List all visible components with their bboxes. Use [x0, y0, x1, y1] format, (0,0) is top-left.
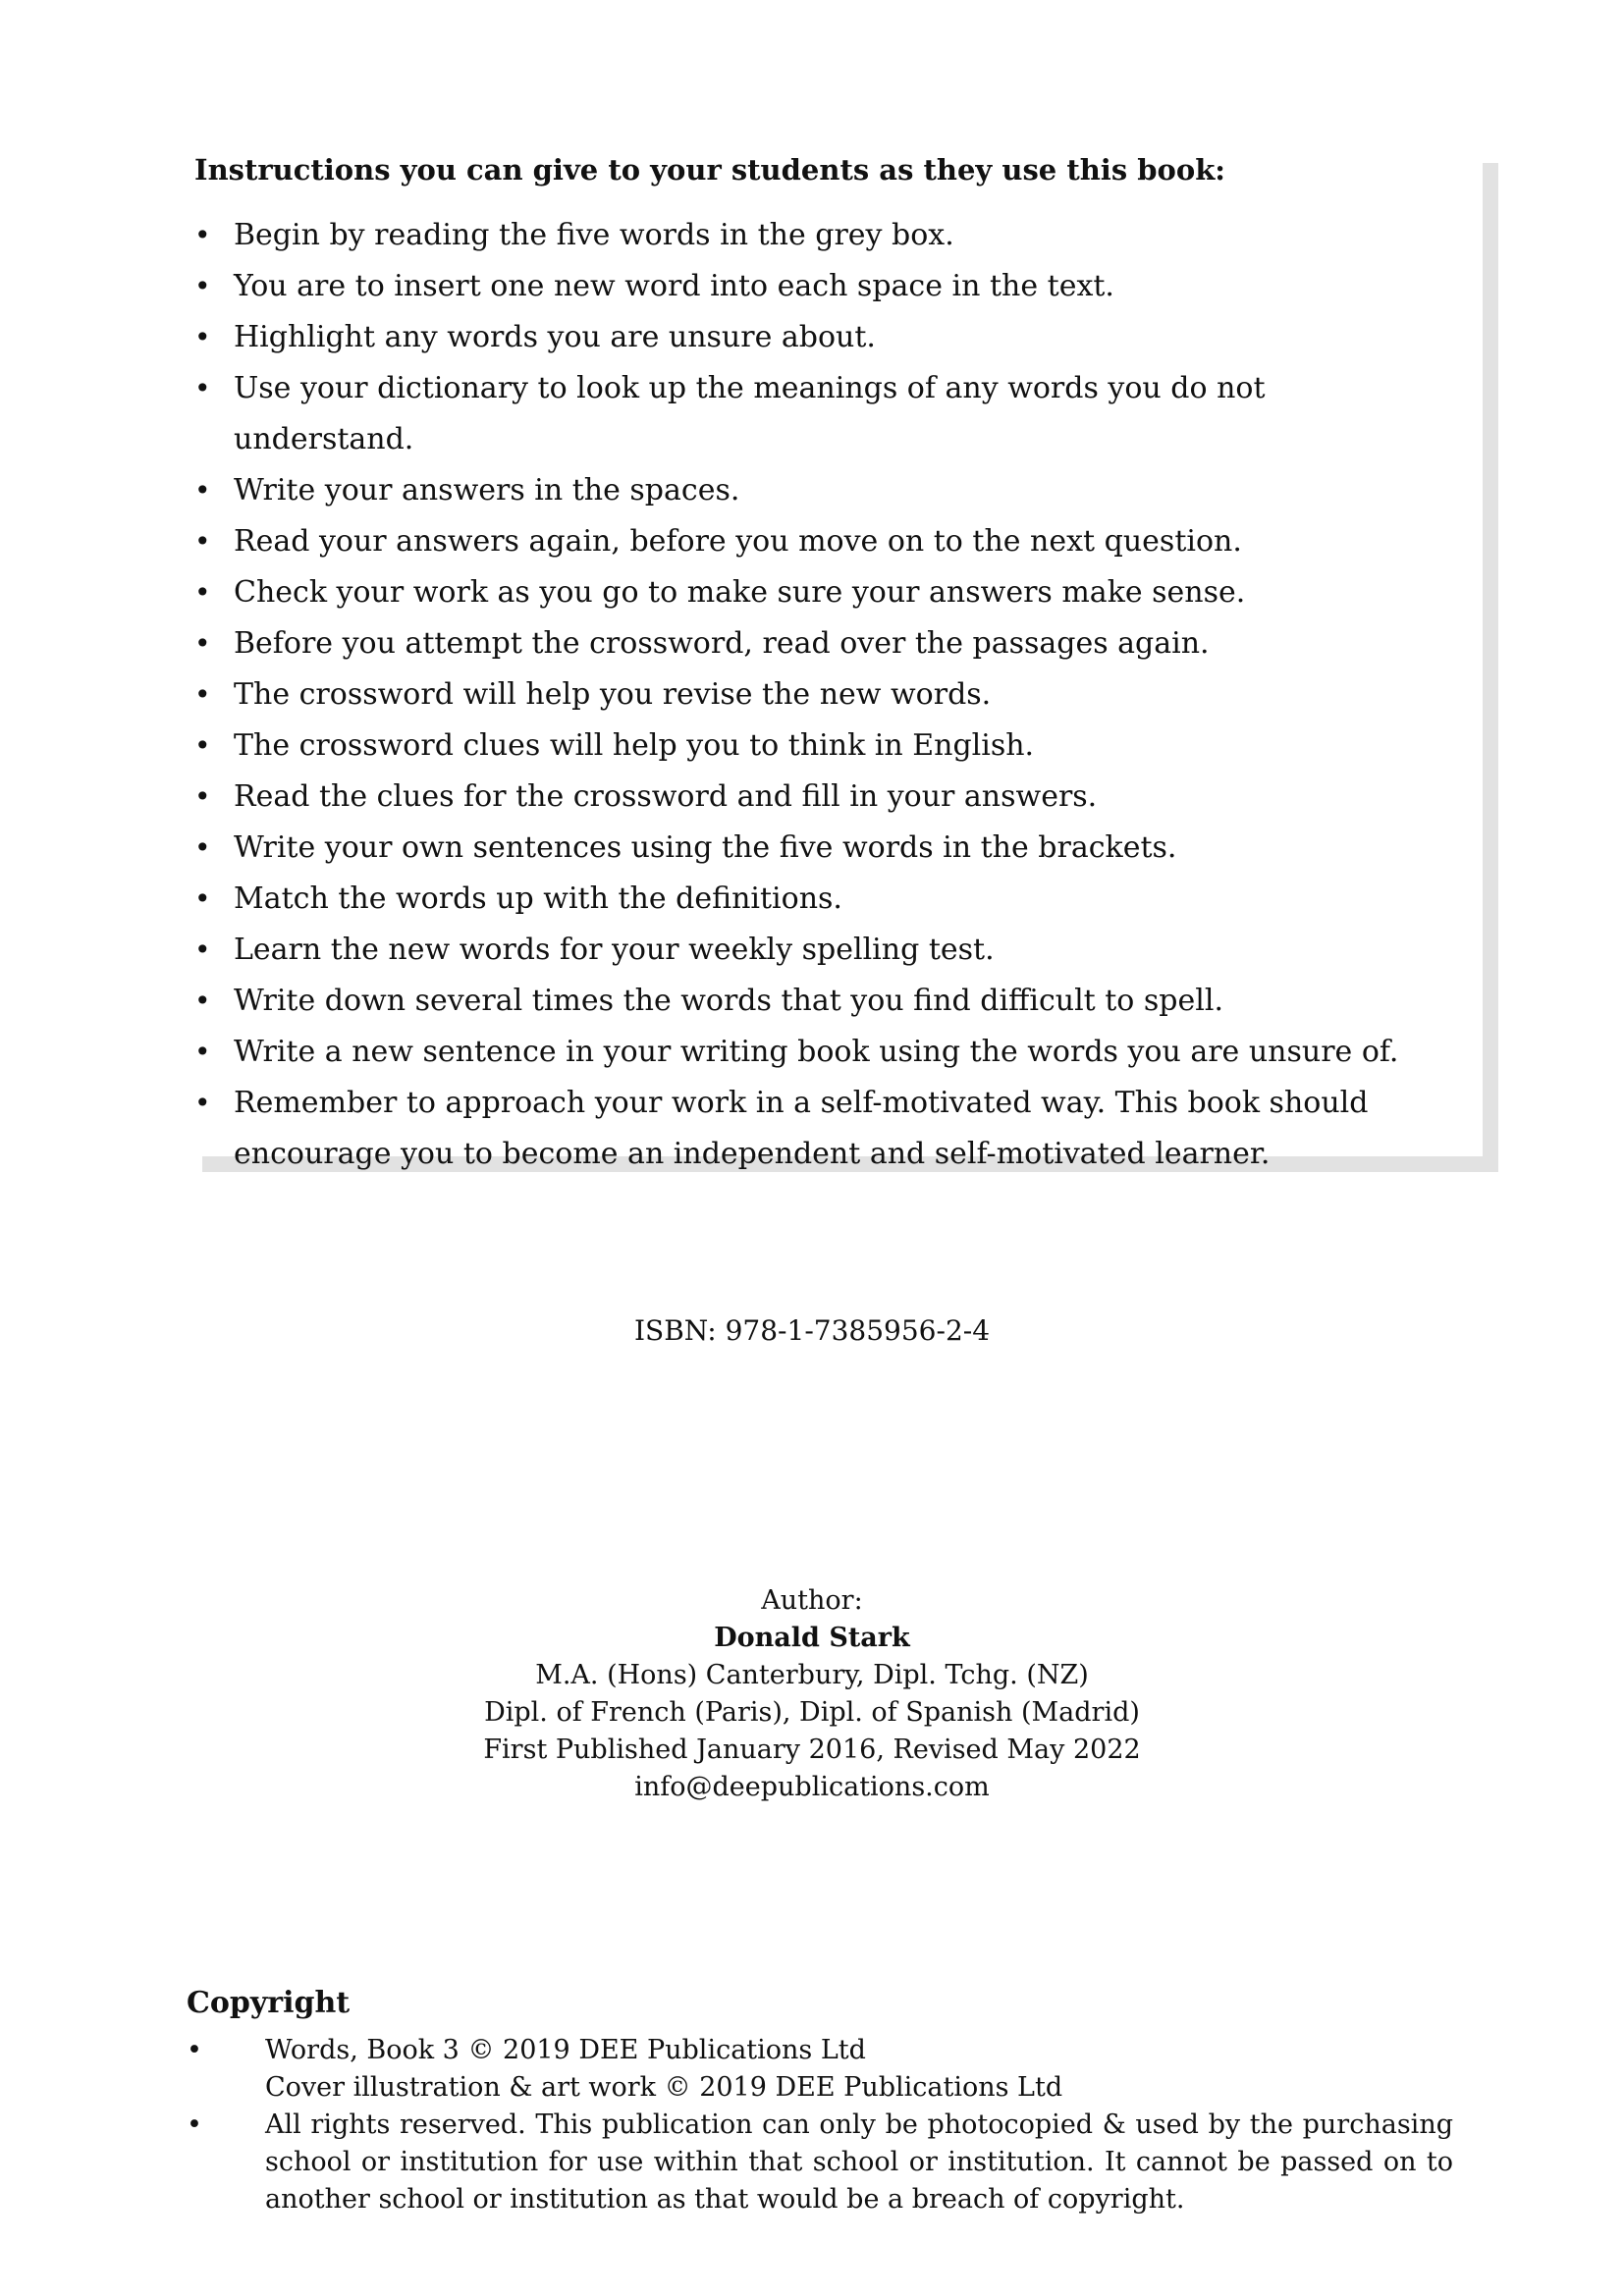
list-item: • Match the words up with the definitions.: [194, 874, 1451, 925]
list-item: • Use your dictionary to look up the meanings of any words you do not understand.: [194, 363, 1451, 465]
list-item: • You are to insert one new word into each space in the text.: [194, 261, 1451, 312]
list-item: • The crossword clues will help you to think in English.: [194, 721, 1451, 772]
list-item: • Read your answers again, before you move on to the next question.: [194, 516, 1451, 567]
list-item: • Read the clues for the crossword and fill in your answers.: [194, 772, 1451, 823]
list-item: • Write a new sentence in your writing book using the words you are unsure of.: [194, 1027, 1451, 1078]
list-item: [187, 2032, 1453, 2107]
list-item: • Write your own sentences using the five words in the brackets.: [194, 823, 1451, 874]
author-label: Author:: [761, 1585, 863, 1616]
author-qualifications-2: Dipl. of French (Paris), Dipl. of Spanish (Madrid): [484, 1697, 1140, 1728]
isbn: ISBN: 978-1-7385956-2-4: [633, 1314, 991, 1347]
list-item: • Check your work as you go to make sure your answers make sense.: [194, 567, 1451, 618]
list-item: • Highlight any words you are unsure about.: [194, 312, 1451, 363]
list-item: • Learn the new words for your weekly spelling test.: [194, 925, 1451, 976]
copyright-line-2: Cover illustration & art work © 2019 DEE Publications Ltd: [265, 2072, 1063, 2103]
list-item: • Write your answers in the spaces.: [194, 465, 1451, 516]
author-name: Donald Stark: [714, 1623, 910, 1653]
copyright-list: [187, 2032, 1453, 2218]
list-item: • Write down several times the words that you find difficult to spell.: [194, 976, 1451, 1027]
list-item: • Begin by reading the five words in the grey box.: [194, 210, 1451, 261]
copyright-title: Copyright: [187, 1986, 351, 2020]
list-item: • All rights reserved. This publication can only be photocopied & used by the purchasing school or institution for use within that school or institution. It cannot be passed on to another school or institution as that would be a breach of copyright.: [187, 2107, 1453, 2218]
publication-date: First Published January 2016, Revised May 2022: [483, 1735, 1141, 1765]
author-qualifications-1: M.A. (Hons) Canterbury, Dipl. Tchg. (NZ): [535, 1660, 1089, 1690]
list-item: • Before you attempt the crossword, read over the passages again.: [194, 618, 1451, 669]
copyright-line-1: • Words, Book 3 © 2019 DEE Publications Ltd: [265, 2035, 866, 2065]
list-item: • The crossword will help you revise the new words.: [194, 669, 1451, 721]
instructions-list: [194, 210, 1451, 1180]
author-block: [0, 1582, 1624, 1806]
author-email: info@deepublications.com: [634, 1772, 990, 1802]
instructions-title: Instructions you can give to your students as they use this book:: [194, 153, 1226, 187]
list-item: • Remember to approach your work in a self-motivated way. This book should encourage you to become an independent and self-motivated learner.: [194, 1078, 1451, 1180]
